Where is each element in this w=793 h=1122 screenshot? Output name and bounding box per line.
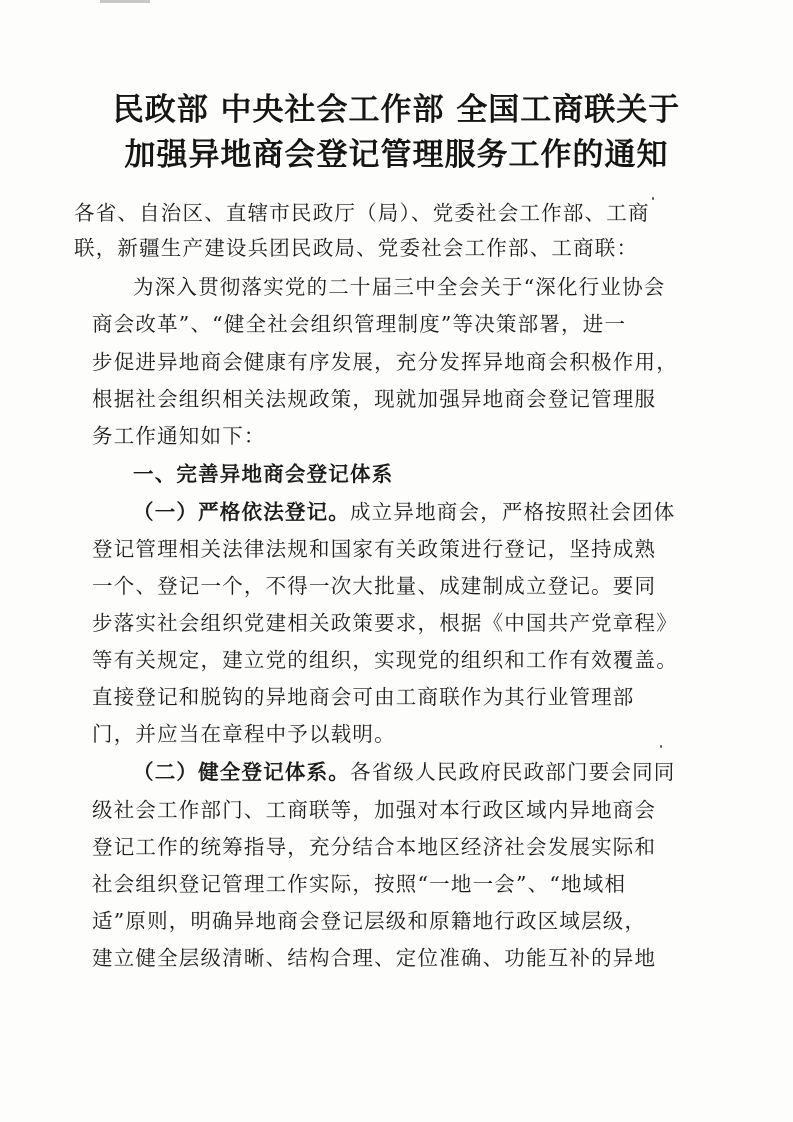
item-1-line-7: 门，并应当在章程中予以载明。	[92, 722, 396, 746]
addressee-line-2: 联，新疆生产建设兵团民政局、党委社会工作部、工商联：	[74, 236, 639, 260]
document-title-line-1: 民政部 中央社会工作部 全国工商联关于	[112, 92, 681, 128]
intro-line-2: 商会改革”、“健全社会组织管理制度”等决策部署，进一	[92, 312, 627, 336]
scan-mark	[100, 0, 150, 3]
section-1-heading: 一、完善异地商会登记体系	[133, 462, 394, 486]
intro-line-5: 务工作通知如下：	[92, 424, 266, 448]
addressee-line-1: 各省、自治区、直辖市民政厅（局）、党委社会工作部、工商	[74, 201, 650, 225]
item-1-first-line	[133, 499, 703, 525]
item-1-line-6: 直接登记和脱钩的异地商会可由工商联作为其行业管理部	[92, 685, 635, 709]
intro-line-4: 根据社会组织相关法规政策，现就加强异地商会登记管理服	[92, 387, 657, 411]
item-1-line-3: 一个、登记一个，不得一次大批量、成建制成立登记。要同	[92, 574, 657, 598]
scan-speck	[660, 745, 662, 748]
item-2-label: （二）健全登记体系。	[133, 760, 350, 784]
item-1-line-2: 登记管理相关法律法规和国家有关政策进行登记，坚持成熟	[92, 537, 657, 561]
intro-line-3: 步促进异地商会健康有序发展，充分发挥异地商会积极作用，	[92, 350, 678, 374]
item-2-line-2: 级社会工作部门、工商联等，加强对本行政区域内异地商会	[92, 798, 657, 822]
item-2-line-6: 建立健全层级清晰、结构合理、定位准确、功能互补的异地	[92, 946, 657, 970]
scan-speck	[652, 197, 654, 200]
item-2-line-5: 适”原则，明确异地商会登记层级和原籍地行政区域层级，	[92, 909, 647, 933]
item-2-first-line-text: 各省级人民政府民政部门要会同同	[350, 760, 676, 784]
item-2-first-line	[133, 759, 703, 785]
item-1-line-5: 等有关规定，建立党的组织，实现党的组织和工作有效覆盖。	[92, 648, 678, 672]
item-1-first-line-text: 成立异地商会，严格按照社会团体	[350, 500, 676, 524]
document-title-line-2: 加强异地商会登记管理服务工作的通知	[124, 137, 669, 173]
intro-line-1: 为深入贯彻落实党的二十届三中全会关于“深化行业协会	[133, 275, 666, 299]
item-2-line-3: 登记工作的统筹指导，充分结合本地区经济社会发展实际和	[92, 835, 657, 859]
item-1-label: （一）严格依法登记。	[133, 500, 350, 524]
item-2-line-4: 社会组织登记管理工作实际，按照“一地一会”、“地域相	[92, 872, 627, 896]
item-1-line-4: 步落实社会组织党建相关政策要求，根据《中国共产党章程》	[92, 611, 678, 635]
